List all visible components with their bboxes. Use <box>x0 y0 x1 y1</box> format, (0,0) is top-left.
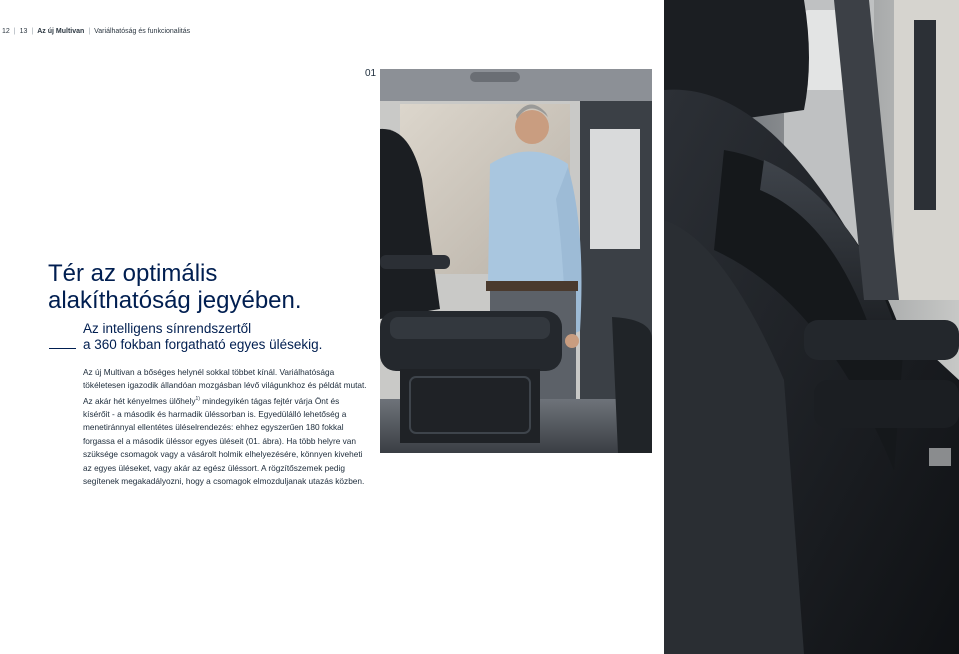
figure-number: 01 <box>365 68 377 79</box>
running-header <box>2 28 190 35</box>
subtitle-line-1: Az intelligens sínrendszertől <box>83 321 252 336</box>
seat-closeup-illustration <box>664 0 959 654</box>
page-title <box>48 260 302 314</box>
van-interior-illustration <box>380 69 652 453</box>
header-section: Variálhatóság és funkcionalitás <box>94 28 191 35</box>
title-line-2: alakíthatóság jegyében. <box>48 287 302 314</box>
subtitle-rule <box>49 348 76 349</box>
body-text <box>83 366 368 488</box>
subtitle <box>83 321 322 353</box>
page-number-right: 13 <box>19 28 28 35</box>
page-number-left: 12 <box>2 28 10 35</box>
van-interior-photo <box>380 69 652 453</box>
seat-closeup-photo <box>664 0 959 654</box>
footnote-mark: 1) <box>195 395 200 402</box>
subtitle-line-2: a 360 fokban forgatható egyes ülésekig. <box>83 337 323 352</box>
header-separator: | <box>13 28 16 35</box>
header-brand: Az új Multivan <box>37 28 85 35</box>
body-text-part-1: Az új Multivan a bőséges helynél sokkal többet kínál. Variálhatósága tökéletesen igazodik állandóan mozgásban lévő világunkhoz és példát mutat. Az akár hét kényelmes ülőhely <box>83 367 367 406</box>
header-separator: | <box>88 28 91 35</box>
body-text-part-2: mindegyikén tágas fejtér várja Önt és kísérőit - a második és harmadik üléssorban is. Egyedülálló lehetőség a menetiránnyal ellentétes üléselrendezés: ehhez egyszerűen 180 fokkal forgassa el a második üléssor egyes üléseit (01. ábra). Ha több helyre van szüksége csomagok vagy a vásárolt holmik elhelyezésére, könnyen kiveheti az egyes üléseket, vagy akár az egész üléssort. A rögzítőszemek pedig segítenek megakadályozni, hogy a csomagok elmozduljanak utazás közben. <box>83 395 365 487</box>
header-separator: | <box>31 28 34 35</box>
title-line-1: Tér az optimális <box>48 260 218 287</box>
